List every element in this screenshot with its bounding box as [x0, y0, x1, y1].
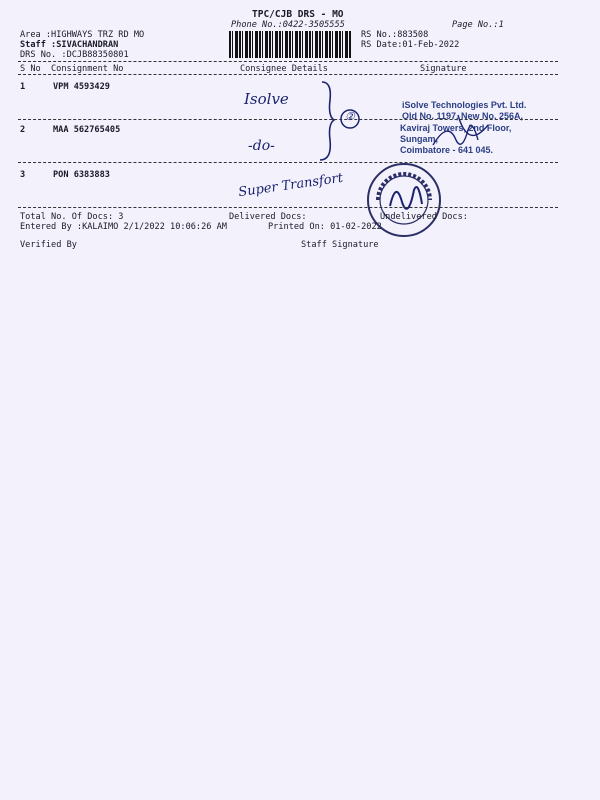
stamp-line-1: iSolve Technologies Pvt. Ltd. [402, 100, 527, 110]
drs-number: DRS No. :DCJB88350801 [20, 50, 129, 60]
phone-number: Phone No.:0422-3505555 [231, 20, 345, 30]
row-3-handwritten: Super Transfort [237, 170, 344, 201]
row-2-consignment: MAA 562765405 [53, 125, 121, 135]
stamp-line-5: Coimbatore - 641 045. [400, 145, 494, 155]
entered-by: Entered By :KALAIMO 2/1/2022 10:06:26 AM [20, 222, 227, 232]
page-number: Page No.:1 [452, 20, 504, 30]
verified-by-label: Verified By [20, 240, 77, 250]
staff-field: Staff :SIVACHANDRAN [20, 40, 119, 50]
rs-date: RS Date:01-Feb-2022 [361, 40, 460, 50]
delivered-docs: Delivered Docs: [229, 212, 307, 222]
divider [18, 162, 558, 163]
column-header-consignee: Consignee Details [240, 64, 328, 74]
row-3-consignment: PON 6383883 [53, 170, 110, 180]
signature-scribble [428, 110, 508, 155]
row-2-handwritten: -do- [248, 138, 275, 154]
row-1-consignment: VPM 4593429 [53, 82, 110, 92]
row-1-handwritten: Isolve [244, 90, 289, 108]
printed-on: Printed On: 01-02-2022 [268, 222, 382, 232]
column-header-consignment: Consignment No [51, 64, 124, 74]
undelivered-docs: Undelivered Docs: [380, 212, 468, 222]
divider [18, 61, 558, 62]
divider [18, 74, 558, 75]
barcode-image [229, 31, 351, 58]
row-2-sno: 2 [20, 125, 26, 135]
circled-mark-text: ② [345, 110, 355, 123]
divider [18, 207, 558, 208]
rs-number: RS No.:883508 [361, 30, 429, 40]
total-docs: Total No. Of Docs: 3 [20, 212, 124, 222]
stamp-line-3: Kaviraj Towers, 2nd Floor, [400, 123, 512, 133]
row-1-sno: 1 [20, 82, 26, 92]
staff-signature-label: Staff Signature [301, 240, 379, 250]
column-header-signature: Signature [420, 64, 467, 74]
row-3-sno: 3 [20, 170, 26, 180]
stamp-line-2: Old No. 1197, New No. 256A, [402, 111, 524, 121]
column-header-sno: S No [20, 64, 41, 74]
area-field: Area :HIGHWAYS TRZ RD MO [20, 30, 145, 40]
document-title: TPC/CJB DRS - MO [252, 9, 344, 20]
stamp-line-4: Sungam, [400, 134, 439, 144]
